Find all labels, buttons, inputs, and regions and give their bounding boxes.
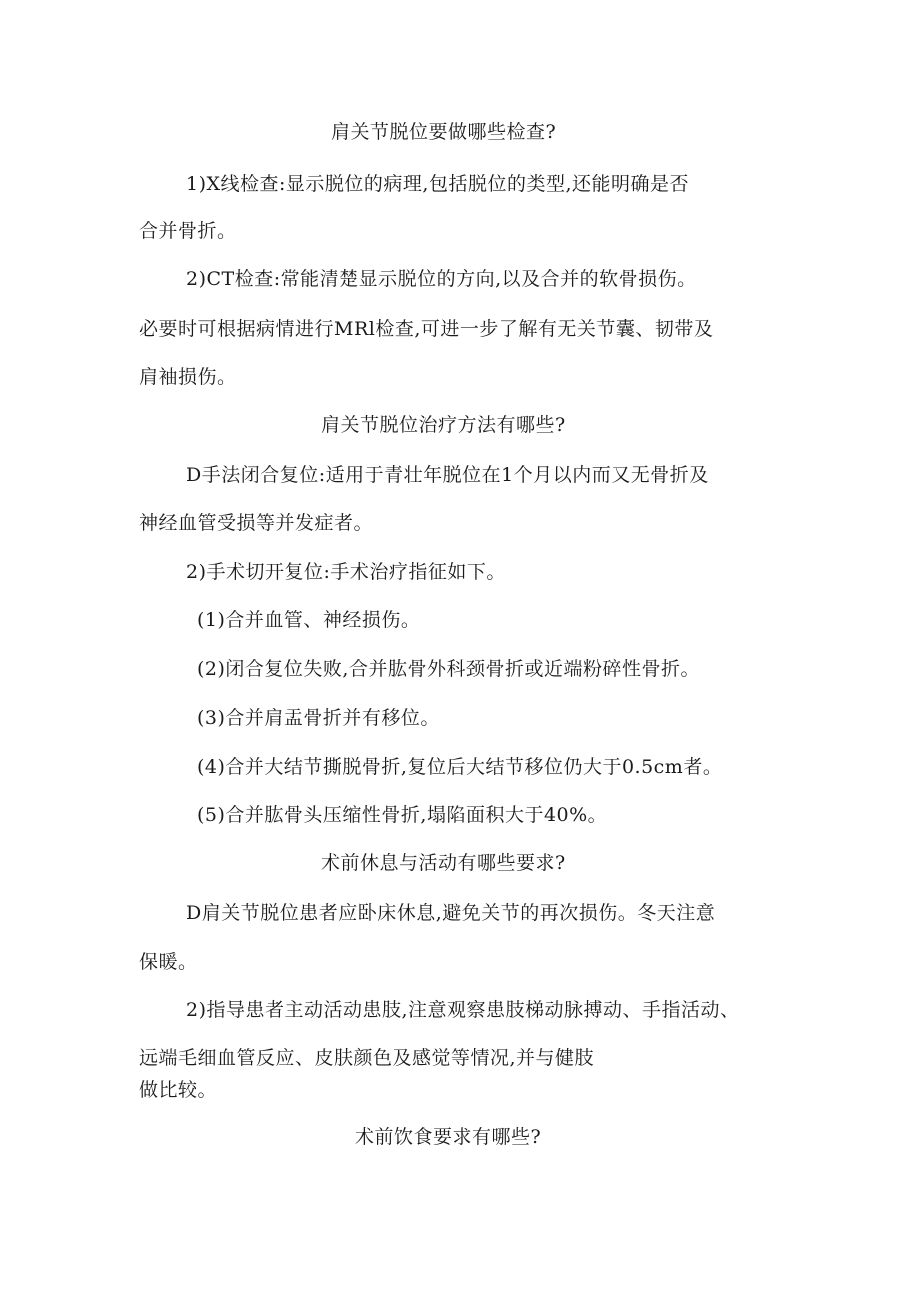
- list-item: (2)闭合复位失败,合并肱骨外科颈骨折或近端粉碎性骨折。: [197, 658, 700, 680]
- section-heading-3: 术前休息与活动有哪些要求?: [321, 852, 566, 874]
- paragraph-line: 2)手术切开复位:手术治疗指征如下。: [186, 561, 506, 583]
- list-item: (3)合并肩盂骨折并有移位。: [197, 707, 440, 729]
- paragraph-line: D手法闭合复位:适用于青壮年脱位在1个月以内而又无骨折及: [186, 464, 709, 486]
- paragraph-line: 2)指导患者主动活动患肢,注意观察患肢梯动脉搏动、手指活动、: [186, 999, 740, 1021]
- paragraph-line: 保暖。: [139, 951, 198, 973]
- paragraph-line: 神经血管受损等并发症者。: [139, 512, 374, 534]
- paragraph-line: 1)X线检查:显示脱位的病理,包括脱位的类型,还能明确是否: [186, 173, 690, 195]
- list-item: (1)合并血管、神经损伤。: [197, 609, 421, 631]
- list-item: (4)合并大结节撕脱骨折,复位后大结节移位仍大于0.5cm者。: [197, 756, 723, 778]
- paragraph-line: 肩袖损伤。: [139, 366, 237, 388]
- section-heading-1: 肩关节脱位要做哪些检查?: [331, 121, 557, 143]
- section-heading-2: 肩关节脱位治疗方法有哪些?: [321, 414, 566, 436]
- paragraph-line: 必要时可根据病情进行MRl检查,可进一步了解有无关节囊、韧带及: [139, 318, 714, 340]
- paragraph-line: 远端毛细血管反应、皮肤颜色及感觉等情况,并与健肢: [139, 1047, 595, 1069]
- paragraph-line: 合并骨折。: [139, 220, 237, 242]
- paragraph-line: 做比较。: [139, 1079, 218, 1101]
- list-item: (5)合并肱骨头压缩性骨折,塌陷面积大于40%。: [197, 804, 608, 826]
- section-heading-4: 术前饮食要求有哪些?: [355, 1126, 542, 1148]
- paragraph-line: D肩关节脱位患者应卧床休息,避免关节的再次损伤。冬天注意: [186, 902, 716, 924]
- paragraph-line: 2)CT检查:常能清楚显示脱位的方向,以及合并的软骨损伤。: [186, 268, 697, 290]
